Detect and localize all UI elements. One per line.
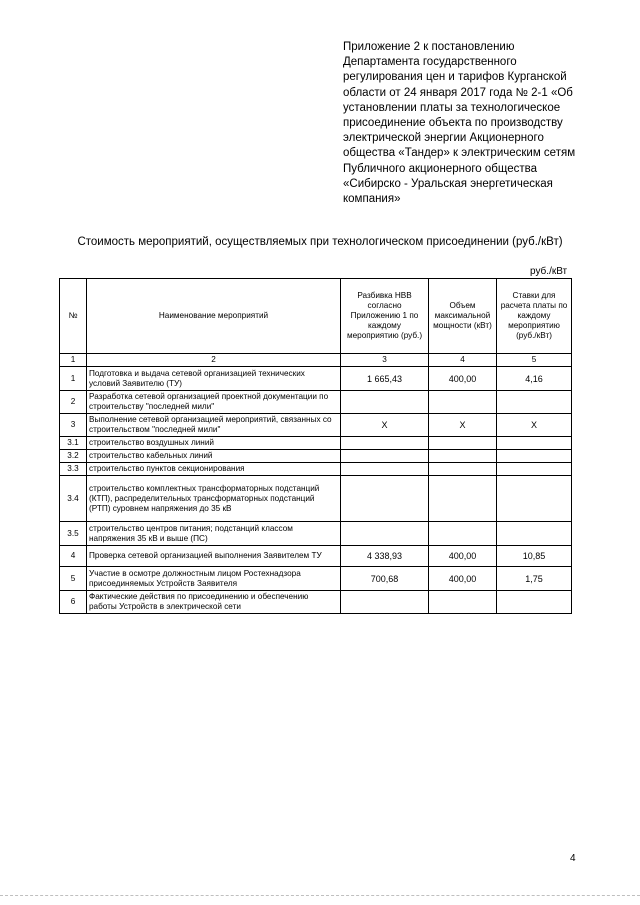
row-name: строительство воздушных линий <box>87 437 341 450</box>
row-num: 3.3 <box>60 463 87 476</box>
row-name: строительство пунктов секционирования <box>87 463 341 476</box>
row-num: 2 <box>60 391 87 414</box>
column-number: 5 <box>497 354 572 367</box>
row-volume <box>429 463 497 476</box>
row-name: Разработка сетевой организацией проектной документации по строительству "последней мили" <box>87 391 341 414</box>
appendix-line: Приложение 2 к постановлению <box>343 41 515 53</box>
row-rate: 10,85 <box>497 546 572 567</box>
header-num: № <box>60 279 87 354</box>
row-num: 3.4 <box>60 476 87 522</box>
appendix-line: области от 24 января 2017 года № 2-1 «Об <box>343 86 573 99</box>
scan-edge-line <box>0 895 640 896</box>
row-rate: 1,75 <box>497 567 572 591</box>
row-volume <box>429 522 497 546</box>
row-rate <box>497 437 572 450</box>
appendix-line: электрической энергии Акционерного <box>343 132 544 145</box>
row-name: строительство кабельных линий <box>87 450 341 463</box>
row-nvv: 4 338,93 <box>341 546 429 567</box>
row-rate: X <box>497 414 572 437</box>
table-row <box>60 476 572 522</box>
appendix-line: «Сибирско - Уральская энергетическая <box>343 177 553 190</box>
row-rate <box>497 591 572 614</box>
table-row <box>60 522 572 546</box>
row-num: 3.5 <box>60 522 87 546</box>
header-name: Наименование мероприятий <box>87 279 341 354</box>
row-num: 3.1 <box>60 437 87 450</box>
row-volume <box>429 450 497 463</box>
row-nvv <box>341 463 429 476</box>
row-name: Участие в осмотре должностным лицом Ростехнадзора присоединяемых Устройств Заявителя <box>87 567 341 591</box>
table-row <box>60 591 572 614</box>
row-rate <box>497 522 572 546</box>
row-name: Проверка сетевой организацией выполнения Заявителем ТУ <box>87 546 341 567</box>
header-volume: Объем максимальной мощности (кВт) <box>429 279 497 354</box>
row-nvv <box>341 391 429 414</box>
row-volume: 400,00 <box>429 546 497 567</box>
row-num: 3 <box>60 414 87 437</box>
row-volume <box>429 391 497 414</box>
table-row <box>60 567 572 591</box>
row-volume: 400,00 <box>429 367 497 391</box>
appendix-line: общества «Тандер» к электрическим сетям <box>343 147 576 160</box>
appendix-line: Публичного акционерного общества <box>343 162 537 175</box>
row-num: 3.2 <box>60 450 87 463</box>
row-name: Подготовка и выдача сетевой организацией технических условий Заявителю (ТУ) <box>87 367 341 391</box>
table-row <box>60 367 572 391</box>
page-number: 4 <box>570 853 576 864</box>
appendix-line: установлении платы за технологическое <box>343 101 561 114</box>
table-row <box>60 546 572 567</box>
row-nvv: 700,68 <box>341 567 429 591</box>
row-volume <box>429 437 497 450</box>
row-name: Фактические действия по присоединению и обеспечению работы Устройств в электрической сети <box>87 591 341 614</box>
table-header-row <box>60 279 572 354</box>
table-row <box>60 450 572 463</box>
row-nvv: 1 665,43 <box>341 367 429 391</box>
row-volume: X <box>429 414 497 437</box>
document-title: Стоимость мероприятий, осуществляемых при технологическом присоединении (руб./кВт) <box>77 236 563 248</box>
cost-table <box>59 278 572 614</box>
row-num: 6 <box>60 591 87 614</box>
row-name: строительство центров питания; подстанций классом напряжения 35 кВ и выше (ПС) <box>87 522 341 546</box>
unit-label: руб./кВт <box>530 266 568 277</box>
appendix-reference <box>343 40 593 207</box>
header-nvv: Разбивка НВВ согласно Приложению 1 по каждому мероприятию (руб.) <box>341 279 429 354</box>
appendix-line: присоединение объекта по производству <box>343 117 563 130</box>
row-volume <box>429 476 497 522</box>
row-nvv: X <box>341 414 429 437</box>
appendix-line: Департамента государственного <box>343 56 517 69</box>
row-nvv <box>341 522 429 546</box>
table-row <box>60 463 572 476</box>
table-row <box>60 437 572 450</box>
column-number-row <box>60 354 572 367</box>
appendix-line: компания» <box>343 193 401 206</box>
row-num: 4 <box>60 546 87 567</box>
row-nvv <box>341 476 429 522</box>
header-rate: Ставки для расчета платы по каждому мероприятию (руб./кВт) <box>497 279 572 354</box>
row-num: 5 <box>60 567 87 591</box>
row-nvv <box>341 437 429 450</box>
column-number: 2 <box>87 354 341 367</box>
column-number: 3 <box>341 354 429 367</box>
row-name: Выполнение сетевой организацией мероприятий, связанных со строительством "последней мили" <box>87 414 341 437</box>
row-nvv <box>341 450 429 463</box>
row-rate <box>497 463 572 476</box>
row-rate <box>497 450 572 463</box>
table-row <box>60 414 572 437</box>
row-num: 1 <box>60 367 87 391</box>
row-name: строительство комплектных трансформаторных подстанций (КТП), распределительных трансформаторных подстанций (РТП) суровнем напряжения до 35 кВ <box>87 476 341 522</box>
appendix-line: регулирования цен и тарифов Курганской <box>343 71 567 84</box>
column-number: 4 <box>429 354 497 367</box>
column-number: 1 <box>60 354 87 367</box>
row-volume <box>429 591 497 614</box>
row-nvv <box>341 591 429 614</box>
row-rate <box>497 476 572 522</box>
row-rate: 4,16 <box>497 367 572 391</box>
row-rate <box>497 391 572 414</box>
table-row <box>60 391 572 414</box>
row-volume: 400,00 <box>429 567 497 591</box>
